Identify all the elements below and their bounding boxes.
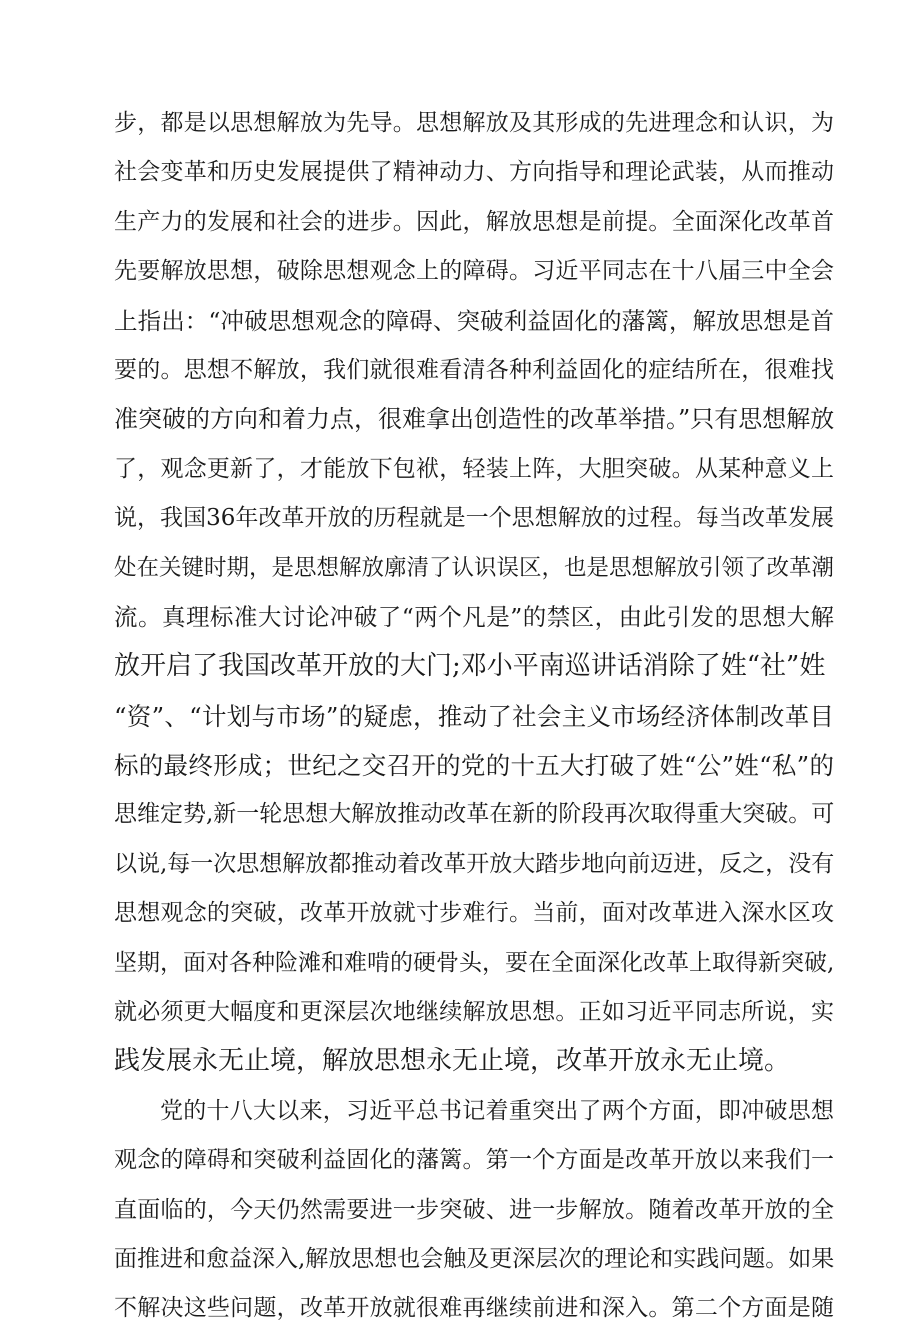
text-line: 社会变革和历史发展提供了精神动力、方向指导和理论武装，从而推动 xyxy=(114,159,834,186)
text-line: 党的十八大以来，习近平总书记着重突出了两个方面，即冲破思想 xyxy=(160,1097,834,1124)
text-line: 思想观念的突破，改革开放就寸步难行。当前，面对改革进入深水区攻 xyxy=(114,900,834,927)
text-line: 生产力的发展和社会的进步。因此，解放思想是前提。全面深化改革首 xyxy=(114,208,834,235)
text-line: 要的。思想不解放，我们就很难看清各种利益固化的症结所在，很难找 xyxy=(114,356,834,383)
text-line: 准突破的方向和着力点，很难拿出创造性的改革举措。”只有思想解放 xyxy=(114,405,834,434)
text-line: 流。真理标准大讨论冲破了“两个凡是”的禁区，由此引发的思想大解 xyxy=(114,602,834,631)
text-line: “资”、“计划与市场”的疑虑，推动了社会主义市场经济体制改革目 xyxy=(114,701,834,731)
paragraph-1 xyxy=(114,99,834,1087)
text-line: 就必须更大幅度和更深层次地继续解放思想。正如习近平同志所说，实 xyxy=(114,999,834,1026)
text-line: 坚期，面对各种险滩和难啃的硬骨头，要在全面深化改革上取得新突破, xyxy=(114,949,834,976)
text-line: 不解决这些问题，改革开放就很难再继续前进和深入。第二个方面是随 xyxy=(114,1295,834,1322)
text-line: 步，都是以思想解放为先导。思想解放及其形成的先进理念和认识，为 xyxy=(114,110,834,136)
paragraph-2 xyxy=(114,1087,834,1334)
text-line: 思维定势,新一轮思想大解放推动改革在新的阶段再次取得重大突破。可 xyxy=(114,801,834,828)
text-line: 放开启了我国改革开放的大门;邓小平南巡讲话消除了姓“社”姓 xyxy=(114,651,826,682)
text-line: 先要解放思想，破除思想观念上的障碍。习近平同志在十八届三中全会 xyxy=(114,258,834,285)
text-line: 践发展永无止境，解放思想永无止境，改革开放永无止境。 xyxy=(114,1046,791,1077)
text-line: 面推进和愈益深入,解放思想也会触及更深层次的理论和实践问题。如果 xyxy=(114,1245,834,1272)
text-line: 观念的障碍和突破利益固化的藩篱。第一个方面是改革开放以来我们一 xyxy=(114,1147,834,1174)
text-line: 以说,每一次思想解放都推动着改革开放大踏步地向前迈进，反之，没有 xyxy=(114,850,834,877)
text-line: 处在关键时期，是思想解放廓清了认识误区，也是思想解放引领了改革潮 xyxy=(114,554,834,581)
text-line: 标的最终形成；世纪之交召开的党的十五大打破了姓“公”姓“私”的 xyxy=(114,751,834,781)
text-line: 说，我国36年改革开放的历程就是一个思想解放的过程。每当改革发展 xyxy=(114,505,834,532)
text-line: 直面临的，今天仍然需要进一步突破、进一步解放。随着改革开放的全 xyxy=(114,1196,834,1223)
text-line: 上指出：“冲破思想观念的障碍、突破利益固化的藩篱，解放思想是首 xyxy=(114,306,834,335)
text-line: 了，观念更新了，才能放下包袱，轻装上阵，大胆突破。从某种意义上 xyxy=(114,455,834,482)
body-text xyxy=(114,99,834,1334)
